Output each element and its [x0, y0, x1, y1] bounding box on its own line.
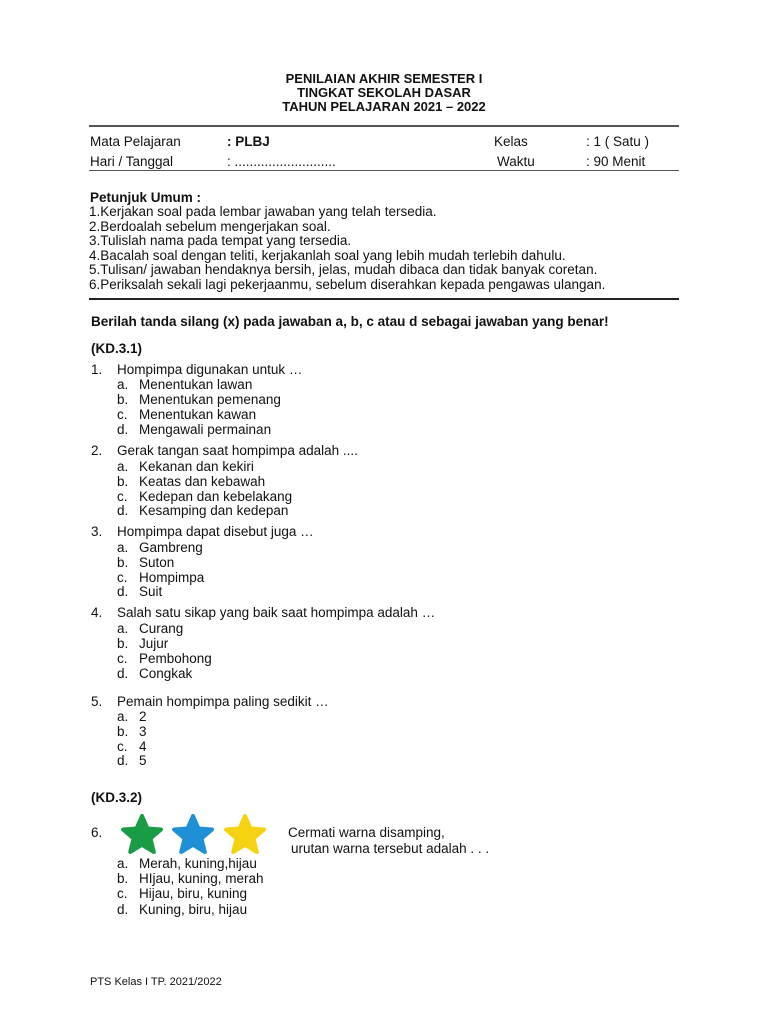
option-letter: c. — [117, 407, 128, 422]
question-number: 4. — [91, 605, 103, 620]
question-number: 6. — [91, 825, 103, 840]
subject-label: Mata Pelajaran — [90, 134, 181, 149]
question-number: 3. — [91, 524, 103, 539]
option-letter: d. — [117, 666, 129, 681]
question-text: Pemain hompimpa paling sedikit … — [117, 694, 329, 709]
option-text: Pembohong — [139, 651, 212, 666]
question-text: Hompimpa digunakan untuk … — [117, 362, 303, 377]
question-text: urutan warna tersebut adalah . . . — [291, 841, 490, 856]
section-kd-3-1: (KD.3.1) — [91, 341, 143, 356]
time-label: Waktu — [497, 154, 535, 169]
option-text: Merah, kuning,hijau — [139, 856, 257, 871]
blue-star-icon — [169, 814, 217, 856]
instruction-item: 4.Bacalah soal dengan teliti, kerjakanlah soal yang lebih mudah terlebih dahulu. — [89, 247, 566, 263]
option-text: Menentukan lawan — [139, 377, 253, 392]
option-letter: b. — [117, 474, 129, 489]
school-year: TAHUN PELAJARAN 2021 – 2022 — [282, 99, 486, 114]
option-text: Kekanan dan kekiri — [139, 459, 254, 474]
option-text: HIjau, kuning, merah — [139, 871, 264, 886]
option-letter: c. — [117, 886, 128, 901]
option-letter: d. — [117, 422, 129, 437]
date-label: Hari / Tanggal — [90, 154, 174, 169]
question-text: Cermati warna disamping, — [288, 825, 445, 840]
instruction-item: 6.Periksalah sekali lagi pekerjaanmu, sebelum diserahkan kepada pengawas ulangan. — [89, 276, 606, 292]
option-text: 3 — [139, 724, 147, 739]
school-level: TINGKAT SEKOLAH DASAR — [297, 85, 471, 100]
option-letter: b. — [117, 636, 129, 651]
option-text: Keatas dan kebawah — [139, 474, 266, 489]
option-letter: c. — [117, 570, 128, 585]
instruction-item: 3.Tulislah nama pada tempat yang tersedia. — [89, 233, 352, 248]
option-text: Mengawali permainan — [139, 422, 272, 437]
option-text: Hompimpa — [139, 570, 205, 585]
option-letter: a. — [117, 540, 129, 555]
option-letter: a. — [117, 709, 129, 724]
question-number: 5. — [91, 694, 103, 709]
option-text: Hijau, biru, kuning — [139, 886, 248, 901]
section-kd-3-2: (KD.3.2) — [91, 790, 143, 805]
answer-directive: Berilah tanda silang (x) pada jawaban a, b, c atau d sebagai jawaban yang benar! — [91, 314, 609, 329]
instruction-item: 5.Tulisan/ jawaban hendaknya bersih, jelas, mudah dibaca dan tidak banyak coretan. — [89, 262, 598, 277]
question-number: 1. — [91, 362, 103, 377]
option-letter: d. — [117, 753, 129, 768]
question-text: Salah satu sikap yang baik saat hompimpa adalah … — [117, 605, 436, 620]
option-text: Gambreng — [139, 540, 203, 555]
option-letter: b. — [117, 392, 129, 407]
option-text: Suton — [139, 555, 175, 570]
option-letter: c. — [117, 489, 128, 504]
option-text: 2 — [139, 709, 147, 724]
green-star-icon — [118, 814, 166, 856]
class-label: Kelas — [494, 134, 528, 149]
option-text: Menentukan pemenang — [139, 392, 281, 407]
option-text: Curang — [139, 621, 184, 636]
question-number: 2. — [91, 443, 103, 458]
exam-title: PENILAIAN AKHIR SEMESTER I — [285, 71, 483, 86]
option-letter: b. — [117, 555, 129, 570]
option-letter: d. — [117, 902, 129, 917]
instructions-divider — [89, 298, 679, 300]
header-divider-top — [89, 125, 679, 127]
option-letter: d. — [117, 503, 129, 518]
option-letter: a. — [117, 856, 129, 871]
yellow-star-icon — [221, 814, 269, 856]
option-letter: b. — [117, 724, 129, 739]
instruction-item: 2.Berdoalah sebelum mengerjakan soal. — [89, 218, 331, 234]
option-text: Kesamping dan kedepan — [139, 503, 289, 518]
option-text: Jujur — [139, 636, 169, 651]
question-text: Hompimpa dapat disebut juga … — [117, 524, 314, 539]
instructions-heading: Petunjuk Umum : — [90, 190, 202, 205]
option-letter: d. — [117, 584, 129, 599]
option-text: Menentukan kawan — [139, 407, 257, 422]
page-footer: PTS Kelas I TP. 2021/2022 — [90, 976, 222, 988]
option-letter: c. — [117, 651, 128, 666]
time-value: : 90 Menit — [586, 154, 646, 169]
option-letter: a. — [117, 621, 129, 636]
option-letter: a. — [117, 377, 129, 392]
class-value: : 1 ( Satu ) — [586, 134, 650, 149]
date-value: : ........................... — [227, 154, 336, 169]
option-text: Congkak — [139, 666, 193, 681]
instruction-item: 1.Kerjakan soal pada lembar jawaban yang telah tersedia. — [89, 204, 437, 219]
option-letter: b. — [117, 871, 129, 886]
option-letter: c. — [117, 739, 128, 754]
option-text: 4 — [139, 739, 147, 754]
question-text: Gerak tangan saat hompimpa adalah .... — [117, 443, 358, 458]
option-text: Suit — [139, 584, 163, 599]
option-text: Kuning, biru, hijau — [139, 902, 248, 917]
option-text: 5 — [139, 753, 147, 768]
header-divider-bottom — [89, 170, 679, 171]
option-letter: a. — [117, 459, 129, 474]
subject-value: : PLBJ — [227, 134, 270, 149]
option-text: Kedepan dan kebelakang — [139, 489, 293, 504]
